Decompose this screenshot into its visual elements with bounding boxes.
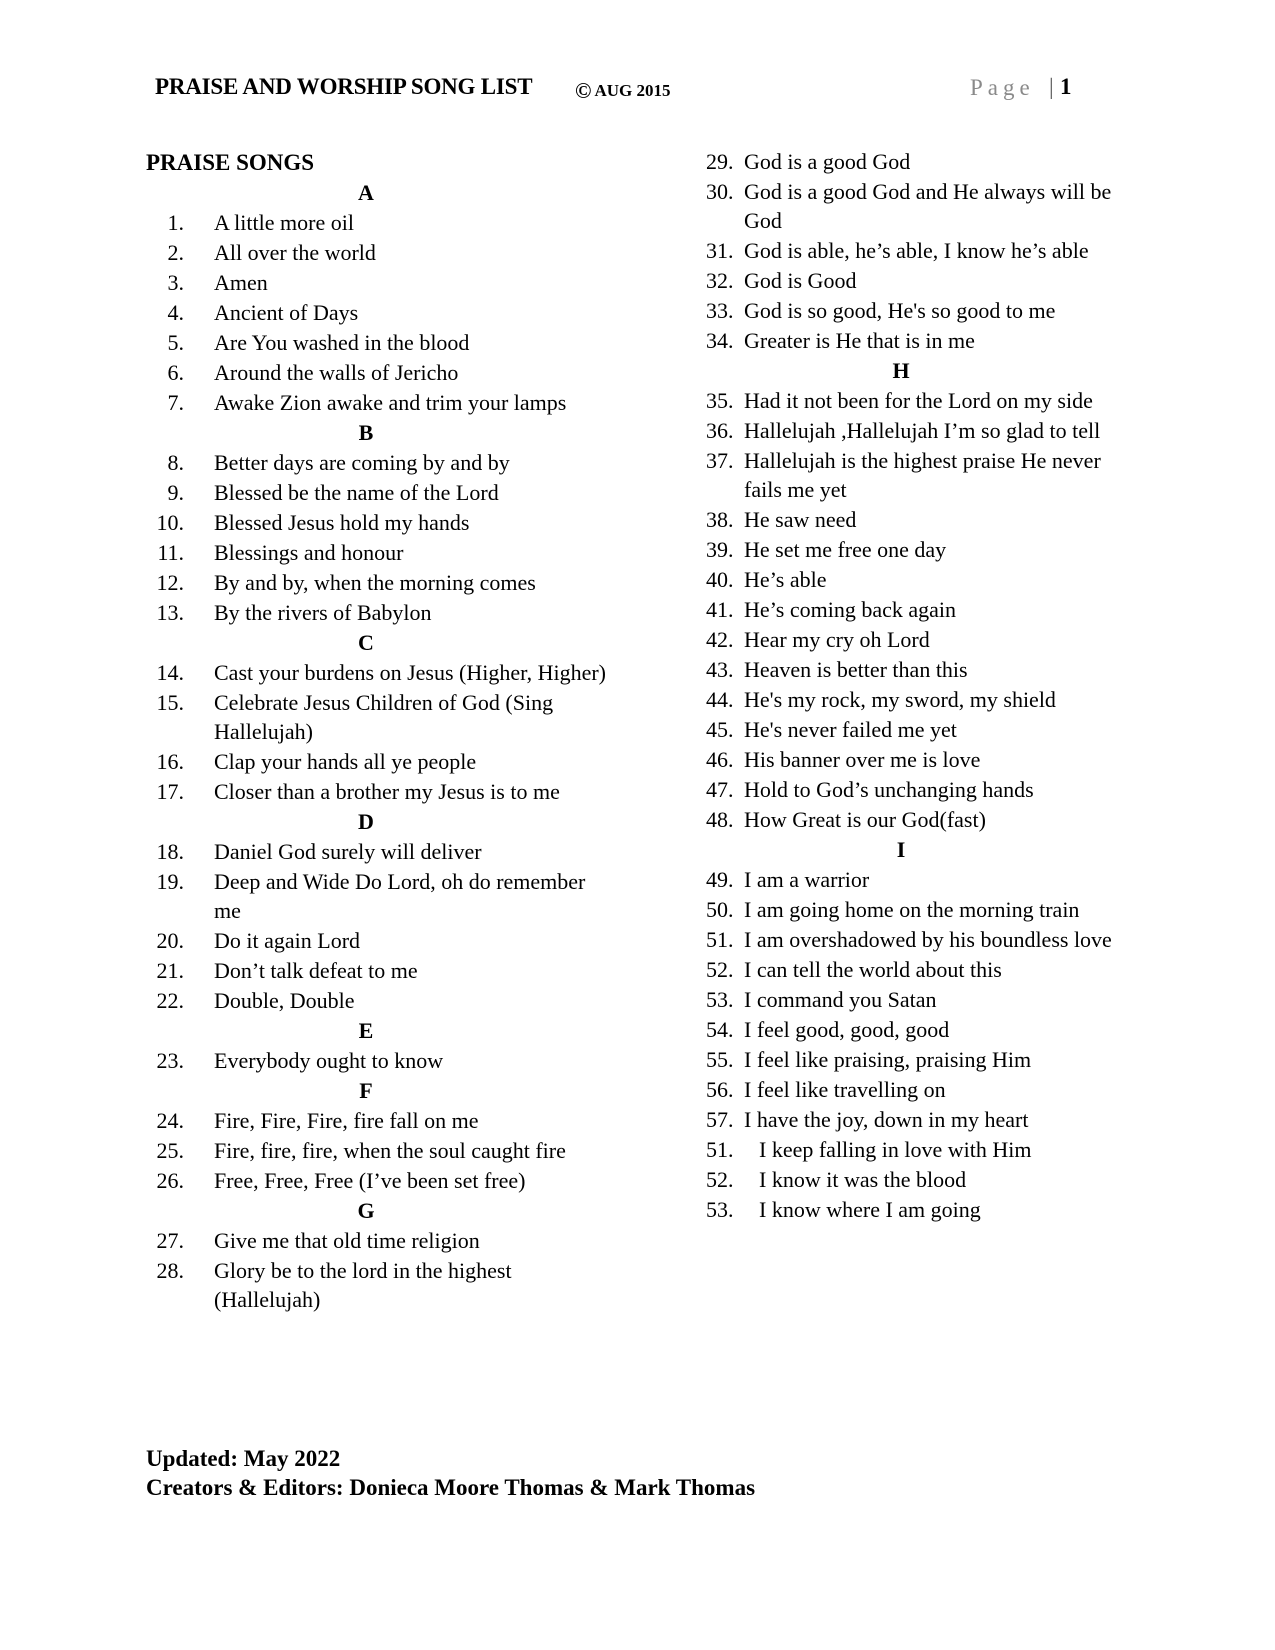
song-list-item [146,478,606,507]
song-number: 46. [706,747,734,772]
song-number: 3. [167,270,184,295]
song-list-item [146,358,606,387]
song-title: Free, Free, Free (I’ve been set free) [214,1168,526,1193]
song-title: All over the world [214,240,376,265]
song-number: 10. [156,510,184,535]
song-number: 39. [706,537,734,562]
song-number: 4. [167,300,184,325]
copyright-icon: © [575,78,592,103]
song-title: He’s coming back again [744,597,956,622]
document-title: PRAISE AND WORSHIP SONG LIST [155,74,533,99]
song-number: 27. [156,1228,184,1253]
song-list-item [146,777,606,806]
song-list-item [146,1106,606,1135]
song-title: Celebrate Jesus Children of God (Sing Hallelujah) [214,690,554,744]
song-list-item [146,388,606,417]
song-list-item [706,326,1126,355]
song-number: 38. [706,507,734,532]
song-number: 34. [706,328,734,353]
song-list-item [706,386,1126,415]
song-title: I am going home on the morning train [744,897,1080,922]
song-number: 29. [706,149,734,174]
song-list-item [706,985,1126,1014]
song-title: I keep falling in love with Him [759,1137,1032,1162]
song-number: 5. [167,330,184,355]
song-title: I know it was the blood [759,1167,967,1192]
song-list-item [146,926,606,955]
song-number: 17. [156,779,184,804]
song-number: 36. [706,418,734,443]
song-list-item [706,1135,1126,1164]
song-number: 20. [156,928,184,953]
letter-heading: G [357,1198,375,1223]
song-title: I am overshadowed by his boundless love [744,927,1112,952]
song-number: 2. [167,240,184,265]
song-title: Double, Double [214,988,355,1013]
song-list-item [706,595,1126,624]
letter-heading: F [359,1078,373,1103]
song-number: 28. [156,1258,184,1283]
song-title: Amen [214,270,268,295]
song-number: 49. [706,867,734,892]
song-number: 30. [706,179,734,204]
song-number: 25. [156,1138,184,1163]
song-title: Fire, fire, fire, when the soul caught fire [214,1138,566,1163]
song-title: Are You washed in the blood [214,330,470,355]
song-title: Greater is He that is in me [744,328,975,353]
song-list-item [706,177,1126,235]
song-title: Had it not been for the Lord on my side [744,388,1093,413]
song-list-item [146,1256,606,1314]
song-title: God is a good God [744,149,911,174]
song-list-item [146,747,606,776]
song-title: He's my rock, my sword, my shield [744,687,1056,712]
song-list-item [706,1045,1126,1074]
song-number: 42. [706,627,734,652]
song-number: 50. [706,897,734,922]
song-title: Clap your hands all ye people [214,749,477,774]
song-list-item [706,296,1126,325]
song-title: Glory be to the lord in the highest (Hallelujah) [214,1258,512,1312]
song-number: 11. [157,540,184,565]
song-list-item [706,1075,1126,1104]
page-separator: | [1049,74,1054,99]
song-title: I feel good, good, good [744,1017,950,1042]
song-title: Blessed be the name of the Lord [214,480,499,505]
song-list-item [146,837,606,866]
song-list-left-column [146,147,606,1315]
song-list-item [706,565,1126,594]
letter-heading: E [358,1018,374,1043]
song-number: 15. [156,690,184,715]
song-list-item [706,955,1126,984]
song-list-item [706,925,1126,954]
song-title: God is able, he’s able, I know he’s able [744,238,1089,263]
creators-credit: Creators & Editors: Donieca Moore Thomas & Mark Thomas [146,1475,756,1500]
song-list-item [706,685,1126,714]
song-title: By and by, when the morning comes [214,570,536,595]
song-title: Fire, Fire, Fire, fire fall on me [214,1108,479,1133]
song-list-item [706,446,1126,504]
song-title: God is a good God and He always will be God [744,179,1112,233]
song-list-item [706,266,1126,295]
section-title: PRAISE SONGS [146,150,315,175]
song-title: Heaven is better than this [744,657,968,682]
song-list-item [146,956,606,985]
page-number: 1 [1060,74,1072,99]
song-number: 52. [706,1167,734,1192]
letter-heading: C [358,630,374,655]
song-title: I command you Satan [744,987,937,1012]
letter-heading: B [358,420,374,445]
song-list-item [146,688,606,746]
song-list-item [706,745,1126,774]
song-number: 33. [706,298,734,323]
song-title: Daniel God surely will deliver [214,839,482,864]
song-title: God is Good [744,268,857,293]
song-title: Deep and Wide Do Lord, oh do remember me [214,869,586,923]
song-list-item [706,147,1126,176]
song-title: Ancient of Days [214,300,359,325]
song-title: He’s able [744,567,827,592]
song-list-item [146,1226,606,1255]
song-number: 40. [706,567,734,592]
song-title: Awake Zion awake and trim your lamps [214,390,567,415]
song-list-item [146,238,606,267]
song-title: I can tell the world about this [744,957,1002,982]
song-title: I feel like travelling on [744,1077,946,1102]
song-number: 52. [706,957,734,982]
right-song-list [706,147,1126,1224]
copyright-notice [575,78,670,104]
song-list-item [146,568,606,597]
song-title: He's never failed me yet [744,717,957,742]
song-list-item [146,508,606,537]
song-number: 51. [706,1137,734,1162]
song-list-item [706,1105,1126,1134]
song-number: 55. [706,1047,734,1072]
letter-heading: I [896,837,906,862]
song-number: 7. [167,390,184,415]
song-title: He saw need [744,507,857,532]
song-list-item [146,1136,606,1165]
song-list-item [146,268,606,297]
song-number: 9. [167,480,184,505]
song-number: 26. [156,1168,184,1193]
song-title: He set me free one day [744,537,947,562]
song-number: 14. [156,660,184,685]
song-list-item [706,655,1126,684]
song-list-item [146,658,606,687]
song-list-item [146,538,606,567]
letter-heading: D [358,809,374,834]
song-list-item [146,1166,606,1195]
letter-heading: H [892,358,910,383]
song-title: Cast your burdens on Jesus (Higher, Higher) [214,660,606,685]
song-title: I have the joy, down in my heart [744,1107,1029,1132]
song-number: 44. [706,687,734,712]
song-number: 51. [706,927,734,952]
song-number: 37. [706,448,734,473]
letter-heading: A [358,180,374,205]
page-header [155,72,1075,112]
song-list-item [706,416,1126,445]
song-title: I feel like praising, praising Him [744,1047,1032,1072]
song-title: Do it again Lord [214,928,361,953]
song-list-item [706,236,1126,265]
song-list-item [706,865,1126,894]
updated-date: Updated: May 2022 [146,1446,341,1471]
song-number: 13. [156,600,184,625]
song-number: 45. [706,717,734,742]
song-title: Hallelujah is the highest praise He never fails me yet [744,448,1101,502]
song-number: 24. [156,1108,184,1133]
song-list-item [706,1015,1126,1044]
song-title: Blessings and honour [214,540,404,565]
song-title: God is so good, He's so good to me [744,298,1056,323]
song-number: 57. [706,1107,734,1132]
song-number: 19. [156,869,184,894]
song-list-item [146,598,606,627]
song-number: 31. [706,238,734,263]
song-title: Better days are coming by and by [214,450,510,475]
song-title: Hear my cry oh Lord [744,627,930,652]
song-list-item [706,1195,1126,1224]
song-list-item [706,805,1126,834]
song-list-item [706,505,1126,534]
copyright-date: AUG 2015 [594,81,671,100]
song-title: Don’t talk defeat to me [214,958,418,983]
song-list-item [706,535,1126,564]
song-number: 35. [706,388,734,413]
song-number: 56. [706,1077,734,1102]
song-number: 48. [706,807,734,832]
song-list-item [146,208,606,237]
song-number: 12. [156,570,184,595]
song-number: 41. [706,597,734,622]
song-title: Everybody ought to know [214,1048,444,1073]
song-title: Blessed Jesus hold my hands [214,510,470,535]
song-title: Around the walls of Jericho [214,360,459,385]
page-footer [146,1444,755,1502]
song-title: A little more oil [214,210,354,235]
song-number: 54. [706,1017,734,1042]
song-title: His banner over me is love [744,747,981,772]
song-list-item [146,986,606,1015]
song-number: 32. [706,268,734,293]
song-number: 18. [156,839,184,864]
song-list-item [706,775,1126,804]
song-title: I know where I am going [759,1197,981,1222]
song-list-item [146,867,606,925]
song-title: I am a warrior [744,867,870,892]
song-number: 8. [167,450,184,475]
left-song-list [146,178,606,1314]
song-list-item [706,625,1126,654]
song-number: 22. [156,988,184,1013]
song-title: By the rivers of Babylon [214,600,432,625]
page-label: Page [970,75,1035,100]
song-number: 16. [156,749,184,774]
song-list-item [706,715,1126,744]
song-list-item [146,1046,606,1075]
song-number: 6. [167,360,184,385]
song-title: Give me that old time religion [214,1228,480,1253]
song-number: 53. [706,987,734,1012]
song-list-item [146,448,606,477]
song-title: How Great is our God(fast) [744,807,986,832]
song-title: Hallelujah ,Hallelujah I’m so glad to tell [744,418,1101,443]
song-number: 1. [167,210,184,235]
song-title: Closer than a brother my Jesus is to me [214,779,560,804]
song-list-item [706,1165,1126,1194]
song-title: Hold to God’s unchanging hands [744,777,1034,802]
song-number: 43. [706,657,734,682]
song-number: 23. [156,1048,184,1073]
song-number: 47. [706,777,734,802]
song-number: 21. [156,958,184,983]
song-list-item [146,298,606,327]
song-list-right-column [706,147,1126,1225]
song-list-item [706,895,1126,924]
song-list-item [146,328,606,357]
song-number: 53. [706,1197,734,1222]
